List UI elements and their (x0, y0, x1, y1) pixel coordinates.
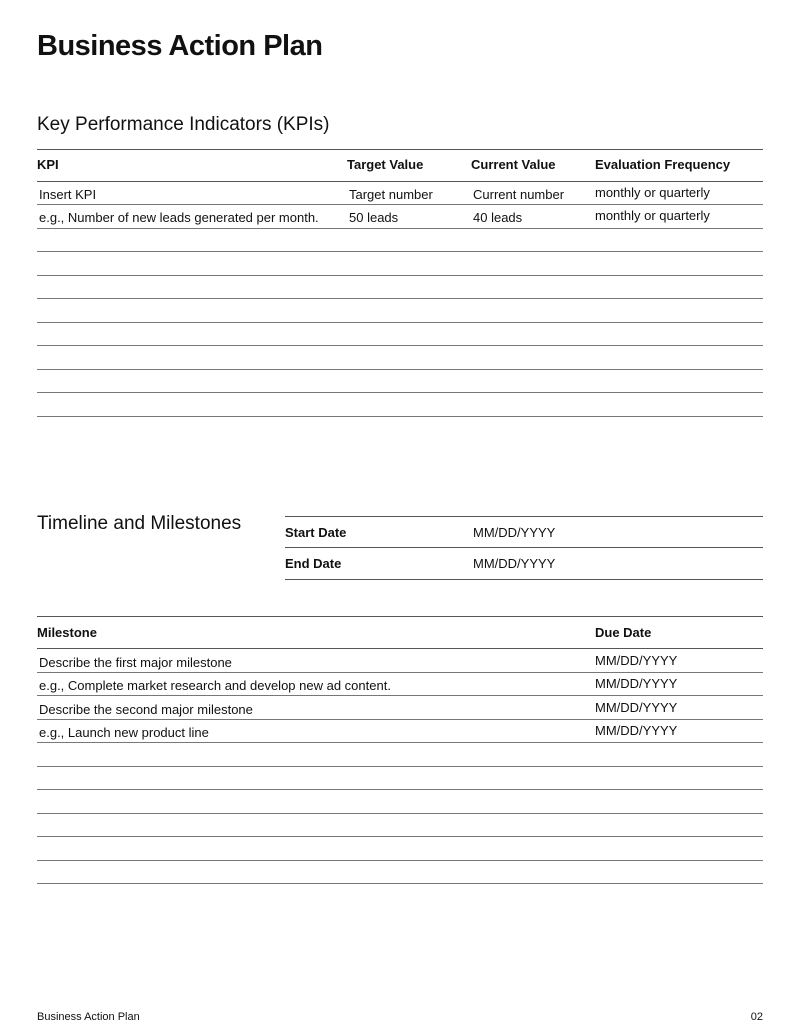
footer-page-number: 02 (750, 1011, 763, 1023)
milestone-cell[interactable]: e.g., Launch new product line (39, 725, 209, 740)
kpi-row-rule (37, 228, 763, 229)
kpi-section-title: Key Performance Indicators (KPIs) (37, 114, 330, 135)
milestone-header-rule (37, 648, 763, 649)
kpi-empty-row[interactable] (37, 251, 763, 252)
milestone-cell[interactable]: e.g., Complete market research and develop new ad content. (39, 678, 391, 693)
kpi-header-current: Current Value (471, 157, 556, 172)
start-date-value[interactable]: MM/DD/YYYY (473, 525, 556, 540)
milestone-empty-row[interactable] (37, 860, 763, 861)
kpi-row-rule (37, 204, 763, 205)
kpi-cell[interactable]: 40 leads (473, 210, 523, 225)
milestone-due-cell[interactable]: MM/DD/YYYY (595, 676, 678, 691)
kpi-cell[interactable]: Insert KPI (39, 187, 97, 202)
milestone-cell[interactable]: Describe the first major milestone (39, 655, 232, 670)
end-date-value[interactable]: MM/DD/YYYY (473, 556, 556, 571)
milestone-due-cell[interactable]: MM/DD/YYYY (595, 723, 678, 738)
kpi-cell[interactable]: e.g., Number of new leads generated per month. (39, 210, 319, 225)
milestone-header-due-date: Due Date (595, 625, 652, 640)
timeline-mid-rule (285, 547, 763, 548)
kpi-header-frequency: Evaluation Frequency (595, 157, 731, 172)
milestone-row-rule (37, 742, 763, 743)
milestone-empty-row[interactable] (37, 789, 763, 790)
milestone-top-rule (37, 616, 763, 617)
kpi-empty-row[interactable] (37, 392, 763, 393)
footer-document-title: Business Action Plan (37, 1011, 140, 1023)
kpi-empty-row[interactable] (37, 369, 763, 370)
kpi-cell[interactable]: Target number (349, 187, 433, 202)
start-date-label: Start Date (285, 525, 347, 540)
page-title: Business Action Plan (37, 30, 323, 62)
kpi-cell[interactable]: Current number (473, 187, 565, 202)
milestone-header-milestone: Milestone (37, 625, 97, 640)
kpi-cell[interactable]: monthly or quarterly (595, 208, 710, 223)
milestone-empty-row[interactable] (37, 883, 763, 884)
end-date-label: End Date (285, 556, 342, 571)
kpi-empty-row[interactable] (37, 275, 763, 276)
milestone-row-rule (37, 719, 763, 720)
timeline-bottom-rule (285, 579, 763, 580)
kpi-header-rule (37, 181, 763, 182)
kpi-cell[interactable]: monthly or quarterly (595, 185, 710, 200)
milestone-row-rule (37, 695, 763, 696)
kpi-empty-row[interactable] (37, 298, 763, 299)
timeline-section-title: Timeline and Milestones (37, 513, 242, 534)
timeline-top-rule (285, 516, 763, 517)
kpi-empty-row[interactable] (37, 345, 763, 346)
milestone-due-cell[interactable]: MM/DD/YYYY (595, 653, 678, 668)
milestone-empty-row[interactable] (37, 813, 763, 814)
milestone-empty-row[interactable] (37, 766, 763, 767)
milestone-row-rule (37, 672, 763, 673)
kpi-empty-row[interactable] (37, 322, 763, 323)
kpi-empty-row[interactable] (37, 416, 763, 417)
milestone-cell[interactable]: Describe the second major milestone (39, 702, 253, 717)
kpi-header-target: Target Value (347, 157, 424, 172)
kpi-header-kpi: KPI (37, 157, 59, 172)
kpi-cell[interactable]: 50 leads (349, 210, 399, 225)
milestone-empty-row[interactable] (37, 836, 763, 837)
kpi-table-top-rule (37, 149, 763, 150)
milestone-due-cell[interactable]: MM/DD/YYYY (595, 700, 678, 715)
